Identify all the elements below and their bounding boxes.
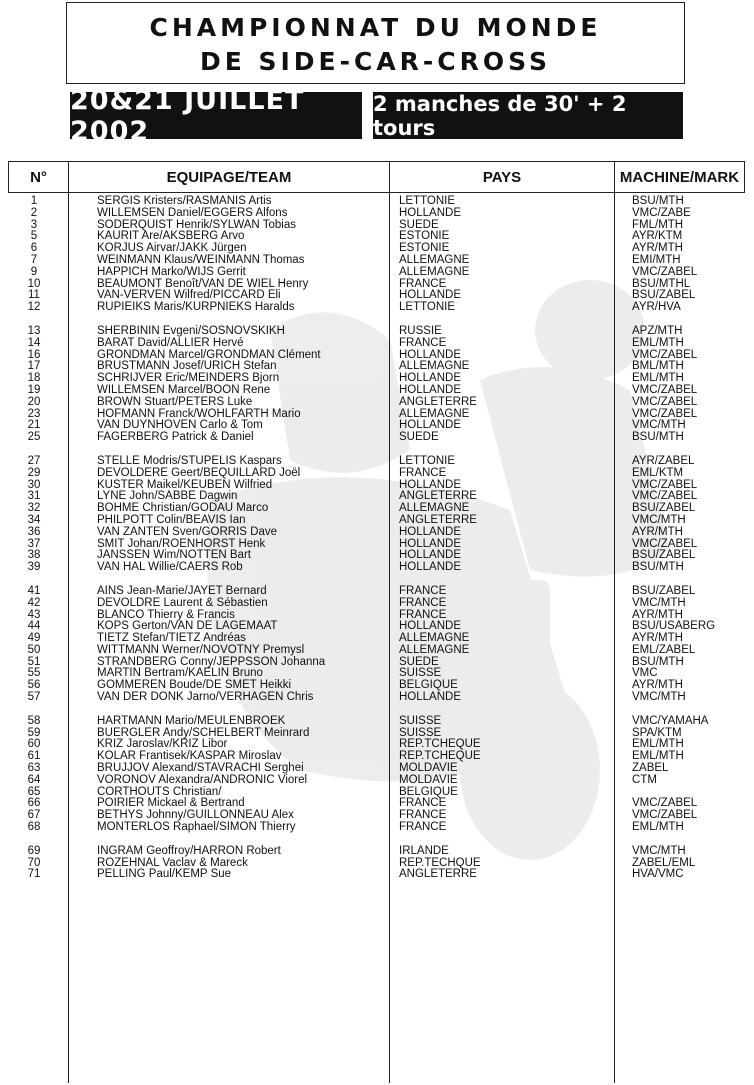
entry-number: 31 (27, 490, 41, 503)
entry-team: LYNE John/SABBE Dagwin (97, 490, 238, 503)
table-row (0, 302, 754, 314)
entry-number: 6 (30, 242, 38, 255)
entry-machine: VMC/MTH (632, 513, 686, 526)
entry-machine: BSU/MTH (632, 655, 684, 668)
entry-machine: VMC/ZABEL (632, 265, 698, 278)
entry-number: 25 (27, 431, 41, 444)
entry-number: 66 (27, 797, 41, 810)
entry-team: MARTIN Bertram/KAELIN Bruno (97, 667, 263, 680)
entry-country: ALLEMAGNE (399, 632, 470, 645)
entry-country: RUSSIE (399, 324, 442, 337)
entry-team: SERGIS Kristers/RASMANIS Artis (97, 195, 272, 207)
table-row (0, 456, 754, 468)
entry-country: ALLEMAGNE (399, 253, 470, 266)
entry-country: BELGIQUE (399, 679, 458, 692)
entry-country: HOLLANDE (399, 561, 461, 574)
entry-country: SUEDE (399, 655, 439, 668)
table-row (0, 562, 754, 574)
entry-country: ALLEMAGNE (399, 643, 470, 656)
entry-machine: VMC/MTH (632, 596, 686, 609)
entry-team: GRONDMAN Marcel/GRONDMAN Clément (97, 348, 321, 361)
entry-number: 57 (27, 691, 41, 704)
entry-number: 14 (27, 336, 41, 349)
entry-machine: EML/MTH (632, 738, 684, 751)
entry-number: 32 (27, 502, 41, 515)
entry-country: SUEDE (399, 218, 439, 231)
entry-number: 61 (27, 750, 41, 763)
entry-country: FRANCE (399, 809, 447, 822)
entry-country: MOLDAVIE (399, 773, 458, 786)
entry-machine: HVA/VMC (632, 868, 684, 881)
entry-machine: ZABEL/EML (632, 856, 696, 869)
entry-team: WILLEMSEN Daniel/EGGERS Alfons (97, 206, 288, 219)
entry-machine: VMC/MTH (632, 844, 686, 857)
entry-team: MONTERLOS Raphael/SIMON Thierry (97, 821, 296, 834)
entry-country: HOLLANDE (399, 525, 461, 538)
entry-team: VAN ZANTEN Sven/GORRIS Dave (97, 525, 277, 538)
entry-machine: VMC/ZABEL (632, 809, 698, 822)
entry-machine: AYR/MTH (632, 525, 683, 538)
entry-team: VAN-VERVEN Wilfred/PICCARD Eli (97, 289, 281, 302)
entry-country: LETTONIE (399, 454, 456, 467)
entry-team: VAN DER DONK Jarno/VERHAGEN Chris (97, 691, 314, 704)
entry-country: SUISSE (399, 667, 442, 680)
entry-country: HOLLANDE (399, 206, 461, 219)
entry-country: ALLEMAGNE (399, 360, 470, 373)
table-row (0, 716, 754, 728)
table-row (0, 822, 754, 834)
entry-team: BLANCO Thierry & Francis (97, 608, 235, 621)
entry-country: SUEDE (399, 431, 439, 444)
entry-country: HOLLANDE (399, 383, 461, 396)
table-row (0, 397, 754, 409)
entry-country: REP.TECHQUE (399, 856, 481, 869)
entry-number: 11 (28, 289, 40, 302)
entry-country: HOLLANDE (399, 372, 461, 385)
entry-machine: VMC/ZABEL (632, 407, 698, 420)
entry-machine: EML/MTH (632, 750, 684, 763)
entry-country: HOLLANDE (399, 549, 461, 562)
entry-machine: BSU/MTH (632, 431, 684, 444)
entry-country: SUISSE (399, 714, 442, 727)
entry-country: HOLLANDE (399, 620, 461, 633)
entry-number: 59 (27, 726, 41, 739)
entry-number: 44 (27, 620, 41, 633)
entry-number: 12 (27, 301, 41, 314)
table-row (0, 432, 754, 444)
entry-team: SCHRIJVER Eric/MEINDERS Bjorn (97, 372, 280, 385)
entry-country: ANGLETERRE (399, 513, 477, 526)
entry-team: KUSTER Maikel/KEUBEN Wilfried (97, 478, 273, 491)
entry-number: 68 (27, 821, 41, 834)
entry-machine: VMC/ZABEL (632, 348, 698, 361)
entry-number: 64 (27, 773, 41, 786)
entry-country: ANGLETERRE (399, 490, 477, 503)
entry-country: ESTONIE (399, 230, 450, 243)
entry-number: 43 (27, 608, 41, 621)
entry-team: KOPS Gerton/VAN DE LAGEMAAT (97, 620, 278, 633)
entry-number: 34 (27, 513, 41, 526)
entry-country: REP.TCHEQUE (399, 738, 481, 751)
entry-country: ALLEMAGNE (399, 265, 470, 278)
entry-machine: BSU/MTHL (632, 277, 691, 290)
entry-number: 56 (27, 679, 41, 692)
entry-number: 21 (27, 419, 41, 432)
entry-machine: BSU/MTH (632, 195, 684, 207)
entry-machine: VMC/ZABEL (632, 478, 698, 491)
entry-team: KRIZ Jaroslav/KRIZ Libor (97, 738, 228, 751)
entry-team: BUERGLER Andy/SCHELBERT Meinrard (97, 726, 310, 739)
entry-number: 7 (30, 253, 38, 266)
entry-team: VORONOV Alexandra/ANDRONIC Viorel (97, 773, 308, 786)
entry-number: 5 (30, 230, 38, 243)
entry-machine: AYR/ZABEL (632, 454, 695, 467)
entries-table (0, 196, 754, 881)
entry-team: STRANDBERG Conny/JEPPSSON Johanna (97, 655, 326, 668)
entry-team: WILLEMSEN Marcel/BOON Rene (97, 383, 271, 396)
entry-machine: BSU/USABERG (632, 620, 716, 633)
table-row (0, 255, 754, 267)
entry-team: INGRAM Geoffroy/HARRON Robert (97, 844, 281, 857)
entry-team: BRUJJOV Alexand/STAVRACHI Serghei (97, 762, 304, 775)
entry-team: KOLAR Frantisek/KASPAR Miroslav (97, 750, 282, 763)
entry-number: 18 (27, 372, 41, 385)
entry-number: 50 (27, 643, 41, 656)
entry-country: MOLDAVIE (399, 762, 458, 775)
entry-country: HOLLANDE (399, 348, 461, 361)
entry-team: VAN DUYNHOVEN Carlo & Tom (97, 419, 263, 432)
entry-number: 20 (27, 395, 41, 408)
entry-team: BRUSTMANN Josef/URICH Stefan (97, 360, 277, 373)
table-row (0, 208, 754, 220)
entry-country: HOLLANDE (399, 478, 461, 491)
header-country: PAYS (390, 162, 615, 192)
entry-number: 41 (27, 584, 41, 597)
entry-number: 67 (27, 809, 41, 822)
entry-country: FRANCE (399, 821, 447, 834)
table-row (0, 598, 754, 610)
entry-number: 49 (27, 632, 41, 645)
entry-number: 36 (27, 525, 41, 538)
entry-machine: EML/MTH (632, 372, 684, 385)
entry-machine: EML/MTH (632, 336, 684, 349)
entry-machine: VMC (632, 667, 658, 680)
entry-machine: BSU/MTH (632, 561, 684, 574)
entry-country: HOLLANDE (399, 691, 461, 704)
entry-team: BOHME Christian/GODAU Marco (97, 502, 269, 515)
entry-machine: VMC/ZABEL (632, 537, 698, 550)
entry-machine: AYR/MTH (632, 679, 683, 692)
title-box (66, 2, 685, 84)
entry-team: BEAUMONT Benoît/VAN DE WIEL Henry (97, 277, 309, 290)
entry-country: REP.TCHEQUE (399, 750, 481, 763)
entry-team: PHILPOTT Colin/BEAVIS Ian (97, 513, 246, 526)
entry-team: KAURIT Are/AKSBERG Arvo (97, 230, 245, 243)
date-banner: 20&21 JUILLET 2002 (70, 92, 362, 139)
entry-team: POIRIER Mickael & Bertrand (97, 797, 245, 810)
entry-machine: AYR/MTH (632, 242, 683, 255)
entry-country: ANGLETERRE (399, 868, 477, 881)
entry-machine: BSU/ZABEL (632, 502, 696, 515)
entry-machine: VMC/ZABEL (632, 395, 698, 408)
entry-machine: EML/KTM (632, 466, 684, 479)
entry-number: 10 (27, 277, 41, 290)
entry-team: DEVOLDERE Geert/BEQUILLARD Joël (97, 466, 301, 479)
entry-team: BROWN Stuart/PETERS Luke (97, 395, 253, 408)
entry-country: FRANCE (399, 336, 447, 349)
entry-country: FRANCE (399, 584, 447, 597)
entry-team: HOFMANN Franck/WOHLFARTH Mario (97, 407, 301, 420)
table-header (8, 161, 745, 193)
entry-team: BARAT David/ALLIER Hervé (97, 336, 244, 349)
entry-machine: ZABEL (632, 762, 669, 775)
entry-team: KORJUS Airvar/JAKK Jürgen (97, 242, 247, 255)
entry-machine: APZ/MTH (632, 324, 683, 337)
title-line-2: DE SIDE-CAR-CROSS (199, 47, 552, 76)
entry-number: 65 (27, 785, 41, 798)
entry-team: JANSSEN Wim/NOTTEN Bart (97, 549, 251, 562)
entry-number: 16 (27, 348, 41, 361)
entry-machine: VMC/ZABE (632, 206, 691, 219)
entry-machine: BML/MTH (632, 360, 684, 373)
header-number: N° (9, 162, 69, 192)
races-banner: 2 manches de 30' + 2 tours (373, 92, 683, 139)
entry-country: HOLLANDE (399, 419, 461, 432)
entry-machine: BSU/ZABEL (632, 549, 696, 562)
entry-team: DEVOLDRE Laurent & Sébastien (97, 596, 268, 609)
entry-number: 29 (27, 466, 41, 479)
entry-country: SUISSE (399, 726, 442, 739)
entry-machine: FML/MTH (632, 218, 684, 231)
entry-number: 60 (27, 738, 41, 751)
entry-machine: EMI/MTH (632, 253, 681, 266)
entry-country: FRANCE (399, 277, 447, 290)
table-row (0, 645, 754, 657)
entry-machine: BSU/ZABEL (632, 584, 696, 597)
entry-machine: VMC/ZABEL (632, 797, 698, 810)
entry-number: 38 (27, 549, 41, 562)
entry-machine: EML/ZABEL (632, 643, 696, 656)
entry-machine: AYR/MTH (632, 632, 683, 645)
table-row (0, 692, 754, 704)
entry-number: 71 (27, 868, 41, 881)
entry-team: ROZEHNAL Vaclav & Mareck (97, 856, 248, 869)
entry-machine: VMC/ZABEL (632, 383, 698, 396)
entry-machine: EML/MTH (632, 821, 684, 834)
table-row (0, 468, 754, 480)
table-row (0, 869, 754, 881)
table-row (0, 846, 754, 858)
entry-machine: VMC/MTH (632, 419, 686, 432)
entry-number: 55 (27, 667, 41, 680)
table-row (0, 326, 754, 338)
entry-country: FRANCE (399, 608, 447, 621)
entry-team: TIETZ Stefan/TIETZ Andréas (97, 632, 246, 645)
entry-number: 69 (27, 844, 41, 857)
header-machine: MACHINE/MARK (619, 168, 740, 186)
entry-number: 17 (27, 360, 41, 373)
entry-team: SODERQUIST Henrik/SYLWAN Tobias (97, 218, 296, 231)
entry-machine: VMC/MTH (632, 691, 686, 704)
entry-team: CORTHOUTS Christian/ (97, 785, 222, 798)
entry-number: 3 (30, 218, 38, 231)
entry-number: 19 (27, 383, 41, 396)
entry-country: ALLEMAGNE (399, 407, 470, 420)
entry-machine: AYR/KTM (632, 230, 683, 243)
entry-country: BELGIQUE (399, 785, 458, 798)
entry-team: BETHYS Johnny/GUILLONNEAU Alex (97, 809, 294, 822)
entry-team: WITTMANN Werner/NOVOTNY Premysl (97, 643, 305, 656)
entry-number: 51 (27, 655, 41, 668)
entry-machine: VMC/YAMAHA (632, 714, 709, 727)
entry-country: FRANCE (399, 466, 447, 479)
entry-team: RUPIEIKS Maris/KURPNIEKS Haralds (97, 301, 295, 314)
entry-number: 27 (27, 454, 41, 467)
entry-team: SMIT Johan/ROENHORST Henk (97, 537, 266, 550)
entry-country: ALLEMAGNE (399, 502, 470, 515)
table-row (0, 527, 754, 539)
entry-machine: SPA/KTM (632, 726, 682, 739)
entry-number: 39 (27, 561, 41, 574)
entry-team: VAN HAL Willie/CAERS Rob (97, 561, 243, 574)
entry-machine: AYR/MTH (632, 608, 683, 621)
table-row (0, 775, 754, 787)
table-row (0, 586, 754, 598)
entry-team: PELLING Paul/KEMP Sue (97, 868, 232, 881)
entry-country: FRANCE (399, 596, 447, 609)
entry-number: 1 (30, 195, 38, 207)
entry-number: 70 (27, 856, 41, 869)
entry-team: AINS Jean-Marie/JAYET Bernard (97, 584, 267, 597)
table-row (0, 385, 754, 397)
entry-country: HOLLANDE (399, 537, 461, 550)
entry-number: 58 (27, 714, 41, 727)
entry-country: ANGLETERRE (399, 395, 477, 408)
entry-number: 30 (27, 478, 41, 491)
entry-country: ESTONIE (399, 242, 450, 255)
table-row (0, 515, 754, 527)
table-row (0, 267, 754, 279)
entry-machine: VMC/ZABEL (632, 490, 698, 503)
header-team: EQUIPAGE/TEAM (69, 162, 390, 192)
entry-country: LETTONIE (399, 301, 456, 314)
entry-team: GOMMEREN Boude/DE SMET Heikki (97, 679, 292, 692)
entry-country: IRLANDE (399, 844, 449, 857)
entry-number: 42 (27, 596, 41, 609)
entry-number: 37 (27, 537, 41, 550)
entry-machine: BSU/ZABEL (632, 289, 696, 302)
entry-team: SHERBININ Evgeni/SOSNOVSKIKH (97, 324, 285, 337)
entry-team: STELLE Modris/STUPELIS Kaspars (97, 454, 282, 467)
entry-team: WEINMANN Klaus/WEINMANN Thomas (97, 253, 305, 266)
entry-country: FRANCE (399, 797, 447, 810)
entry-team: HAPPICH Marko/WIJS Gerrit (97, 265, 246, 278)
entry-machine: AYR/HVA (632, 301, 681, 314)
entry-country: HOLLANDE (399, 289, 461, 302)
entry-country: LETTONIE (399, 195, 456, 207)
table-row (0, 338, 754, 350)
entry-machine: CTM (632, 773, 657, 786)
entry-team: HARTMANN Mario/MEULENBROEK (97, 714, 286, 727)
title-line-1: CHAMPIONNAT DU MONDE (149, 13, 602, 42)
entry-team: FAGERBERG Patrick & Daniel (97, 431, 254, 444)
entry-number: 9 (30, 265, 38, 278)
entry-number: 2 (30, 206, 38, 219)
entry-number: 23 (27, 407, 41, 420)
entry-number: 13 (27, 324, 41, 337)
entry-number: 63 (27, 762, 41, 775)
